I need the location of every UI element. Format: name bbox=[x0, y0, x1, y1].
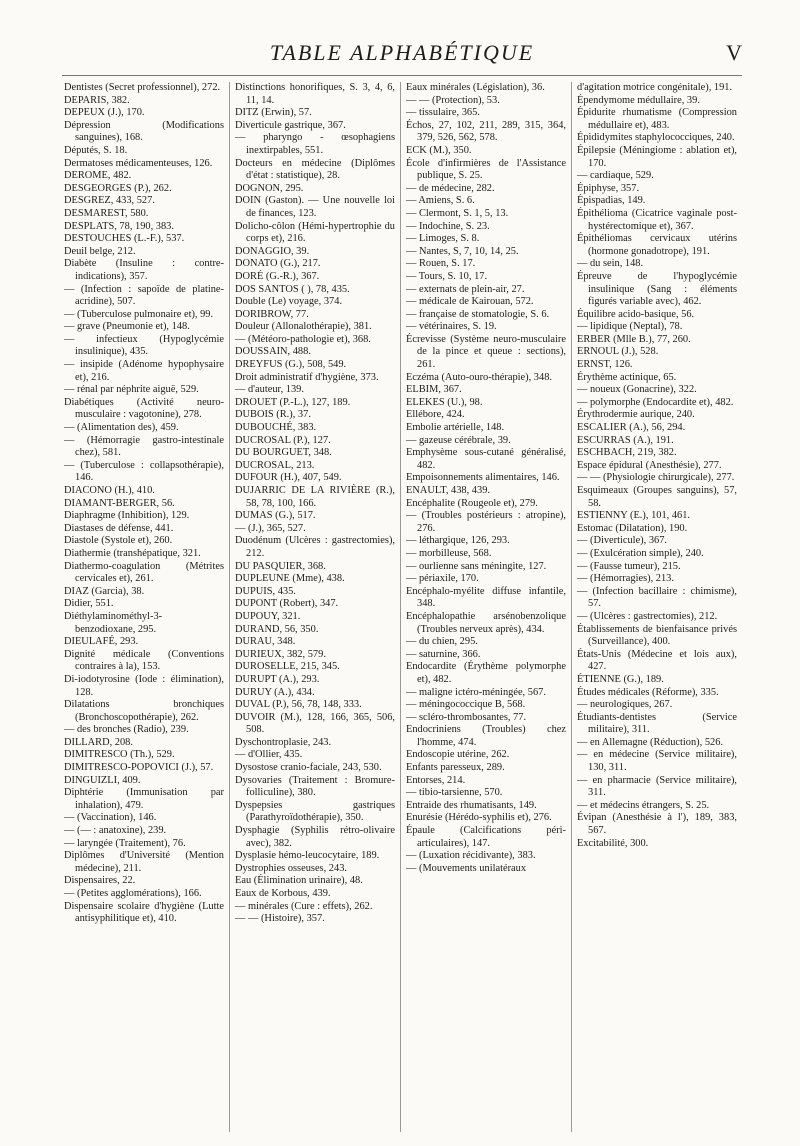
index-entry: — médicale de Kairouan, 572. bbox=[406, 296, 534, 308]
index-entry: — neurologiques, 267. bbox=[577, 699, 673, 711]
index-entry: — d'auteur, 139. bbox=[235, 384, 304, 396]
index-entry: Estomac (Dilatation), 190. bbox=[577, 522, 688, 534]
index-entry: Diabétiques (Activité neuro-musculaire : vagotonine), 278. bbox=[64, 396, 224, 421]
index-entry: — saturnine, 366. bbox=[406, 648, 481, 660]
index-entry: — Nantes, S, 7, 10, 14, 25. bbox=[406, 245, 519, 257]
index-entry: Diplômes d'Université (Mention médecine), 211. bbox=[64, 850, 224, 874]
index-entry: Diverticule gastrique, 367. bbox=[235, 119, 346, 131]
index-entry: Étudiants-dentistes (Service militaire), 311. bbox=[577, 711, 737, 736]
index-entry: Épendymome médullaire, 39. bbox=[577, 94, 700, 106]
index-entry: Études médicales (Réforme), 335. bbox=[577, 686, 719, 698]
index-entry: Dispensaires, 22. bbox=[64, 875, 136, 887]
index-entry: Endoscopie utérine, 262. bbox=[406, 749, 510, 761]
index-entry: DESMAREST, 580. bbox=[64, 207, 149, 219]
index-entry: Eaux de Korbous, 439. bbox=[235, 888, 331, 899]
index-entry: DUBOIS (R.), 37. bbox=[235, 409, 311, 421]
page-title: TABLE ALPHABÉTIQUE bbox=[269, 40, 535, 65]
index-entry: — du sein, 148. bbox=[577, 258, 644, 270]
index-entry: DIAZ (Garcia), 38. bbox=[64, 585, 145, 597]
index-entry: — et médecins étrangers, S. 25. bbox=[577, 799, 710, 811]
index-entry: Encéphalite (Rougeole et), 279. bbox=[406, 497, 538, 509]
index-entry: Duodénum (Ulcères : gastrectomies), 212. bbox=[235, 535, 395, 559]
index-entry: DILLARD, 208. bbox=[64, 736, 133, 748]
index-entry: DUCROSAL (P.), 127. bbox=[235, 434, 331, 446]
index-entry: Dysphagie (Syphilis rétro-olivaire avec), 382. bbox=[235, 825, 395, 849]
index-entry: Dyspepsies gastriques (Parathyroïdothérapie), 350. bbox=[235, 799, 395, 824]
index-entry: Enfants paresseux, 289. bbox=[406, 762, 505, 774]
index-entry: DIMITRESCO (Th.), 529. bbox=[64, 749, 175, 761]
index-entry: — noueux (Gonacrine), 322. bbox=[577, 384, 697, 396]
index-column-1 bbox=[64, 82, 229, 1132]
index-entry: — (Infection : sapoïde de platine-acridine), 507. bbox=[64, 283, 224, 308]
index-entry: Douleur (Allonalothérapie), 381. bbox=[235, 321, 372, 333]
index-entry: — tibio-tarsienne, 570. bbox=[406, 787, 503, 799]
index-entry: Dysovaries (Traitement : Bromure-folliculine), 380. bbox=[235, 774, 395, 799]
index-entry: Entraide des rhumatisants, 149. bbox=[406, 799, 537, 811]
index-entry: DIMITRESCO-POPOVICI (J.), 57. bbox=[64, 762, 214, 774]
index-entry: — — (Physiologie chirurgicale), 277. bbox=[577, 472, 735, 484]
index-entry: Épithéliomas cervicaux utérins (hormone gonadotrope), 191. bbox=[577, 233, 737, 257]
index-entry: ERBER (Mlle B.), 77, 260. bbox=[577, 333, 691, 345]
index-entry: Emphysème sous-cutané généralisé, 482. bbox=[406, 447, 566, 471]
index-column-3 bbox=[400, 82, 571, 1132]
index-entry: DEPEUX (J.), 170. bbox=[64, 107, 145, 119]
index-entry: Diéthylaminométhyl-3- benzodioxane, 295. bbox=[64, 610, 163, 635]
index-entry: ENAULT, 438, 439. bbox=[406, 485, 490, 496]
index-entry: Deuil belge, 212. bbox=[64, 245, 136, 257]
index-entry: ECK (M.), 350. bbox=[406, 144, 472, 156]
index-entry: DUROSELLE, 215, 345. bbox=[235, 661, 340, 673]
index-entry: — cardiaque, 529. bbox=[577, 170, 654, 182]
index-entry: — ourlienne sans méningite, 127. bbox=[406, 560, 547, 572]
index-entry: Diastases de défense, 441. bbox=[64, 522, 174, 534]
index-entry: Épididymites staphylococciques, 240. bbox=[577, 132, 735, 144]
index-entry: Entorses, 214. bbox=[406, 774, 466, 786]
index-entry: — (Hémorragie gastro-intestinale chez), 581. bbox=[64, 434, 224, 459]
index-entry: Écrevisse (Système neuro-musculaire de la pince et queue : sections), 261. bbox=[406, 333, 566, 371]
index-entry: — en médecine (Service militaire), 130, 311. bbox=[577, 749, 737, 774]
index-entry: — (Alimentation des), 459. bbox=[64, 422, 179, 434]
index-entry: d'agitation motrice congénitale), 191. bbox=[577, 82, 733, 93]
index-entry: — de médecine, 282. bbox=[406, 182, 495, 194]
index-entry: — léthargique, 126, 293. bbox=[406, 535, 510, 547]
index-entry: DURUY (A.), 434. bbox=[235, 686, 315, 698]
index-entry: Dignité médicale (Conventions contraires à la), 153. bbox=[64, 648, 224, 673]
index-entry: Docteurs en médecine (Diplômes d'état : statistique), 28. bbox=[235, 157, 395, 182]
index-entry: Dysplasie hémo-leucocytaire, 189. bbox=[235, 850, 380, 862]
index-entry: DONAGGIO, 39. bbox=[235, 245, 310, 257]
index-entry: — Limoges, S. 8. bbox=[406, 233, 480, 245]
index-entry: — (Petites agglomérations), 166. bbox=[64, 888, 202, 899]
index-entry: — (Fausse tumeur), 215. bbox=[577, 560, 681, 572]
index-entry: — (Mouvements unilatéraux bbox=[406, 862, 527, 874]
index-entry: ESTIENNY (E.), 101, 461. bbox=[577, 510, 691, 522]
index-entry: Esquimeaux (Groupes sanguins), 57, 58. bbox=[577, 485, 737, 509]
index-entry: DOUSSAIN, 488. bbox=[235, 346, 311, 358]
index-entry: Endocriniens (Troubles) chez l'homme, 474. bbox=[406, 724, 566, 748]
index-entry: Diphtérie (Immunisation par inhalation), 479. bbox=[64, 787, 224, 811]
index-entry: Eczéma (Auto-ouro-thérapie), 348. bbox=[406, 371, 552, 383]
index-entry: DESGREZ, 433, 527. bbox=[64, 195, 155, 207]
page-header bbox=[62, 40, 742, 72]
index-entry: — lipidique (Neptal), 78. bbox=[577, 321, 683, 333]
index-entry: Équilibre acido-basique, 56. bbox=[577, 308, 695, 320]
index-entry: — (Tuberculose pulmonaire et), 99. bbox=[64, 308, 214, 320]
index-entry: DINGUIZLI, 409. bbox=[64, 774, 141, 786]
index-entry: DURUPT (A.), 293. bbox=[235, 673, 320, 685]
index-entry: Encéphalopathie arsénobenzolique (Troubles nerveux après), 434. bbox=[406, 610, 566, 635]
page-number: V bbox=[726, 40, 742, 65]
index-column-4 bbox=[571, 82, 742, 1132]
index-entry: — périaxile, 170. bbox=[406, 573, 479, 585]
index-entry: Dispensaire scolaire d'hygiène (Lutte antisyphilitique et), 410. bbox=[64, 900, 224, 925]
index-entry: DUCROSAL, 213. bbox=[235, 459, 315, 471]
index-entry: DIEULAFÉ, 293. bbox=[64, 636, 139, 648]
index-entry: — française de stomatologie, S. 6. bbox=[406, 308, 550, 320]
index-entry: DORIBROW, 77. bbox=[235, 308, 309, 320]
index-entry: DIACONO (H.), 410. bbox=[64, 485, 155, 496]
index-entry: Diathermo-coagulation (Métrites cervicales et), 261. bbox=[64, 560, 224, 585]
index-entry: Espace épidural (Anesthésie), 277. bbox=[577, 459, 722, 471]
index-entry: Didier, 551. bbox=[64, 598, 114, 610]
index-entry: — gazeuse cérébrale, 39. bbox=[406, 434, 511, 446]
index-entry: Dolicho-côlon (Hémi-hypertrophie du corps et), 216. bbox=[235, 220, 395, 245]
index-entry: Épiphyse, 357. bbox=[577, 182, 640, 194]
index-entry: — laryngée (Traitement), 76. bbox=[64, 837, 186, 849]
index-entry: DUVAL (P.), 56, 78, 148, 333. bbox=[235, 699, 362, 711]
index-entry: Diastole (Systole et), 260. bbox=[64, 535, 173, 547]
index-entry: — scléro-thrombosantes, 77. bbox=[406, 711, 527, 723]
index-entry: ERNOUL (J.), 528. bbox=[577, 346, 659, 358]
index-entry: Dilatations bronchiques (Bronchoscopothérapie), 262. bbox=[64, 699, 224, 723]
index-entry: — morbilleuse, 568. bbox=[406, 547, 492, 559]
index-entry: ESCHBACH, 219, 382. bbox=[577, 447, 677, 459]
index-entry: — — (Histoire), 357. bbox=[235, 913, 325, 925]
index-column-2 bbox=[229, 82, 400, 1132]
index-entry: Eau (Élimination urinaire), 48. bbox=[235, 875, 363, 887]
index-entry: — grave (Pneumonie et), 148. bbox=[64, 321, 190, 333]
index-entry: DURIEUX, 382, 579. bbox=[235, 648, 326, 660]
index-entry: — (Tuberculose : collapsothérapie), 146. bbox=[64, 459, 224, 484]
index-entry: — (Diverticule), 367. bbox=[577, 535, 668, 547]
index-entry: Dyschontroplasie, 243. bbox=[235, 736, 332, 748]
index-entry: — minérales (Cure : effets), 262. bbox=[235, 900, 373, 912]
index-entry: DUPONT (Robert), 347. bbox=[235, 598, 339, 610]
index-entry: DUBOUCHÉ, 383. bbox=[235, 422, 317, 434]
index-entry: Diathermie (transhépatique, 321. bbox=[64, 547, 201, 559]
index-entry: Épispadias, 149. bbox=[577, 195, 646, 207]
index-entry: DU PASQUIER, 368. bbox=[235, 560, 326, 572]
index-entry: DOIN (Gaston). — Une nouvelle loi de finances, 123. bbox=[235, 195, 395, 219]
index-entry: Enurésie (Hérédo-syphilis et), 276. bbox=[406, 812, 552, 824]
index-entry: DUVOIR (M.), 128, 166, 365, 506, 508. bbox=[235, 711, 395, 736]
index-entry: Établissements de bienfaisance privés (Surveillance), 400. bbox=[577, 623, 737, 648]
index-entry: Épaule (Calcifications péri-articulaires), 147. bbox=[406, 825, 566, 849]
index-entry: DORÉ (G.-R.), 367. bbox=[235, 270, 320, 282]
index-entry: Dermatoses médicamenteuses, 126. bbox=[64, 157, 213, 169]
index-entry: DOGNON, 295. bbox=[235, 182, 304, 194]
index-entry: DUPLEUNE (Mme), 438. bbox=[235, 573, 345, 585]
index-entry: Endocardite (Érythème polymorphe et), 482. bbox=[406, 661, 566, 685]
index-entry: — (Ulcères : gastrectomies), 212. bbox=[577, 610, 718, 622]
index-entry: DUFOUR (H.), 407, 549. bbox=[235, 472, 342, 484]
index-entry: DEPARIS, 382. bbox=[64, 94, 130, 106]
index-entry: DUMAS (G.), 517. bbox=[235, 510, 316, 522]
index-entry: — Tours, S. 10, 17. bbox=[406, 270, 488, 282]
index-entry: États-Unis (Médecine et lois aux), 427. bbox=[577, 648, 737, 673]
index-entry: Épilepsie (Méningiome : ablation et), 170. bbox=[577, 144, 737, 169]
index-entry: — (Troubles postérieurs : atropine), 276. bbox=[406, 510, 566, 534]
index-entry: — (Infection bacillaire : chimisme), 57. bbox=[577, 585, 737, 610]
index-entry: École d'infirmières de l'Assistance publique, S. 25. bbox=[406, 157, 566, 182]
index-entry: — d'Ollier, 435. bbox=[235, 749, 303, 761]
index-entry: — polymorphe (Endocardite et), 482. bbox=[577, 396, 734, 408]
index-entry: DEROME, 482. bbox=[64, 170, 132, 182]
index-entry: — (— : anatoxine), 239. bbox=[64, 825, 167, 837]
index-entry: Érythème actinique, 65. bbox=[577, 371, 677, 383]
index-entry: Embolie artérielle, 148. bbox=[406, 422, 505, 434]
header-rule bbox=[62, 75, 742, 76]
index-entry: — en pharmacie (Service militaire), 311. bbox=[577, 774, 737, 799]
index-entry: — externats de plein-air, 27. bbox=[406, 283, 525, 295]
index-entry: Empoisonnements alimentaires, 146. bbox=[406, 472, 560, 484]
index-entry: — insipide (Adénome hypophysaire et), 216. bbox=[64, 359, 224, 383]
index-entry: Diaphragme (Inhibition), 129. bbox=[64, 510, 190, 522]
index-entry: — pharyngo - œsophagiens inextirpables, 551. bbox=[235, 132, 395, 156]
index-entry: — rénal par néphrite aiguë, 529. bbox=[64, 384, 199, 396]
index-entry: — (Luxation récidivante), 383. bbox=[406, 850, 536, 862]
index-columns bbox=[64, 82, 742, 1132]
index-entry: Encéphalo-myélite diffuse infantile, 348. bbox=[406, 585, 566, 610]
index-entry: ESCALIER (A.), 56, 294. bbox=[577, 422, 686, 434]
index-entry: Ellébore, 424. bbox=[406, 409, 465, 421]
index-entry: Diabète (Insuline : contre-indications), 357. bbox=[64, 258, 224, 282]
index-entry: Distinctions honorifiques, S. 3, 4, 6, 11, 14. bbox=[235, 82, 395, 106]
index-entry: Érythrodermie aurique, 240. bbox=[577, 409, 695, 421]
index-entry: Dentistes (Secret professionnel), 272. bbox=[64, 82, 221, 93]
index-entry: — Clermont, S. 1, 5, 13. bbox=[406, 207, 509, 219]
index-entry: — infectieux (Hypoglycémie insulinique), 435. bbox=[64, 333, 224, 358]
index-entry: — vétérinaires, S. 19. bbox=[406, 321, 497, 333]
index-entry: DROUET (P.-L.), 127, 189. bbox=[235, 396, 351, 408]
index-entry: DURAU, 348. bbox=[235, 636, 296, 648]
index-entry: DURAND, 56, 350. bbox=[235, 623, 319, 635]
index-entry: ERNST, 126. bbox=[577, 359, 633, 371]
index-entry: — Indochine, S. 23. bbox=[406, 220, 490, 232]
index-entry: DONATO (G.), 217. bbox=[235, 258, 321, 270]
index-entry: Dysostose cranio-faciale, 243, 530. bbox=[235, 762, 382, 774]
index-entry: — tissulaire, 365. bbox=[406, 107, 480, 119]
index-entry: — (Météoro-pathologie et), 368. bbox=[235, 333, 371, 345]
index-entry: Excitabilité, 300. bbox=[577, 837, 649, 849]
index-entry: DUJARRIC DE LA RIVIÈRE (R.), 58, 78, 100, 166. bbox=[235, 485, 395, 509]
index-entry: DITZ (Erwin), 57. bbox=[235, 107, 312, 119]
index-entry: — (Exulcération simple), 240. bbox=[577, 547, 704, 559]
index-entry: ELEKES (U.), 98. bbox=[406, 396, 483, 408]
index-entry: Di-iodotyrosine (Iode : élimination), 128. bbox=[64, 673, 224, 698]
index-entry: — Amiens, S. 6. bbox=[406, 195, 475, 207]
index-entry: DREYFUS (G.), 508, 549. bbox=[235, 359, 347, 371]
index-entry: DESGEORGES (P.), 262. bbox=[64, 182, 172, 194]
index-entry: Épithélioma (Cicatrice vaginale post-hystérectomique et), 367. bbox=[577, 207, 737, 232]
index-entry: — (J.), 365, 527. bbox=[235, 522, 306, 534]
index-entry: Députés, S. 18. bbox=[64, 144, 128, 156]
index-entry: Dépression (Modifications sanguines), 168. bbox=[64, 119, 224, 144]
index-entry: DUPUIS, 435. bbox=[235, 585, 296, 597]
index-entry: — méningococcique B, 568. bbox=[406, 699, 526, 711]
index-entry: — — (Protection), 53. bbox=[406, 94, 500, 106]
index-entry: DU BOURGUET, 348. bbox=[235, 447, 332, 459]
index-entry: Eaux minérales (Législation), 36. bbox=[406, 82, 545, 93]
index-entry: ÉTIENNE (G.), 189. bbox=[577, 673, 664, 685]
index-entry: — des bronches (Radio), 239. bbox=[64, 724, 189, 736]
index-entry: — Rouen, S. 17. bbox=[406, 258, 476, 270]
index-entry: DUPOUY, 321. bbox=[235, 610, 301, 622]
index-entry: Épidurite rhumatisme (Compression médullaire et), 483. bbox=[577, 107, 737, 131]
index-entry: ELBIM, 367. bbox=[406, 384, 462, 396]
index-entry: ESCURRAS (A.), 191. bbox=[577, 434, 674, 446]
index-entry: DOS SANTOS ( ), 78, 435. bbox=[235, 283, 350, 295]
index-entry: Dystrophies osseuses, 243. bbox=[235, 862, 347, 874]
index-entry: — du chien, 295. bbox=[406, 636, 478, 648]
index-entry: Double (Le) voyage, 374. bbox=[235, 296, 343, 308]
index-entry: Droit administratif d'hygiène, 373. bbox=[235, 371, 379, 383]
index-entry: — (Hémorragies), 213. bbox=[577, 573, 674, 585]
index-entry: — maligne ictéro-méningée, 567. bbox=[406, 686, 546, 698]
index-entry: — en Allemagne (Réduction), 526. bbox=[577, 736, 724, 748]
index-entry: Épreuve de l'hypoglycémie insulinique (Sang : éléments figurés variable avec), 462. bbox=[577, 270, 737, 308]
index-entry: DESTOUCHES (L.-F.), 537. bbox=[64, 233, 185, 245]
index-entry: — (Vaccination), 146. bbox=[64, 812, 157, 824]
index-entry: DIAMANT-BERGER, 56. bbox=[64, 497, 175, 509]
index-entry: DESPLATS, 78, 190, 383. bbox=[64, 220, 174, 232]
index-entry: Échos, 27, 102, 211, 289, 315, 364, 379, 526, 562, 578. bbox=[406, 119, 566, 144]
index-entry: Évipan (Anesthésie à l'), 189, 383, 567. bbox=[577, 812, 737, 837]
